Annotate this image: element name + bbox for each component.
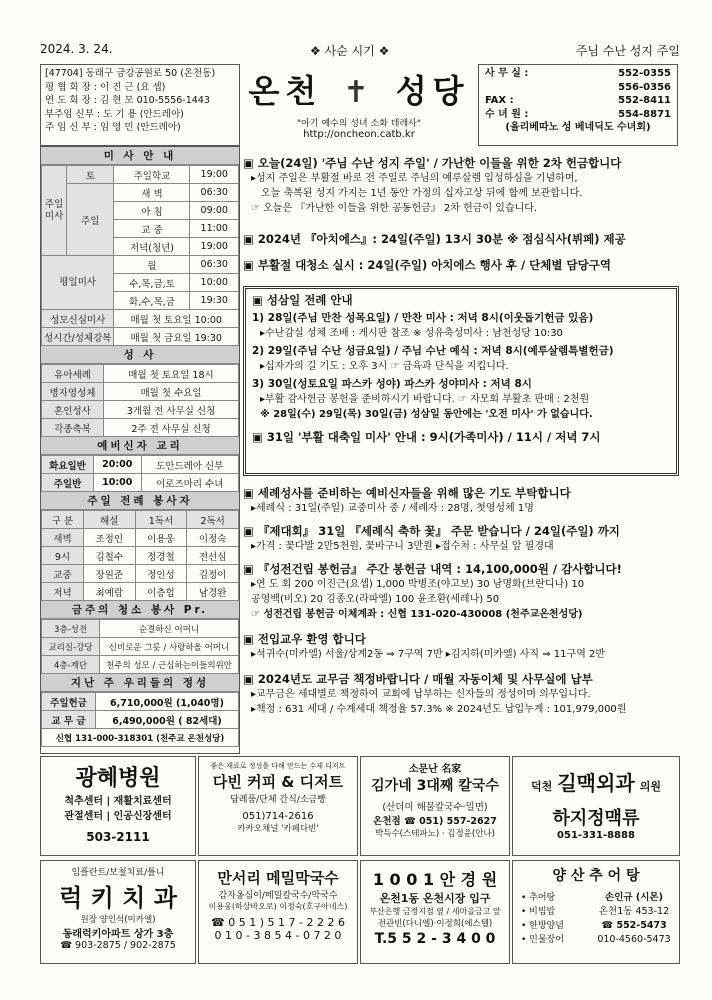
ad-loach-soup: 양 산 추 어 탕 • 추어탕 • 비빔밥 • 한방양념 • 민물장어 손인규 (시몬) 온천1동 453-12 ☎ 552-5473 010-4560-5473 — [512, 860, 680, 964]
fax: 552-8411 — [618, 95, 671, 106]
notices-column — [243, 146, 679, 754]
notice-flowers: ▣ 『제대회』 31일 『세례식 축하 꽃』 주문 받습니다 / 24일(주일) 까지 ▸가격 : 꽃다발 2만5천원, 꽃바구니 3만원 ▸접수처 : 사무실 앞 필경대 — [243, 524, 620, 552]
council-president: 평 협 회 장 : 이 진 근 (요 셉) — [45, 81, 166, 93]
offering-account: 신협 131-000-318301 (천주교 온천성당) — [42, 729, 239, 747]
servers-title: 주일 전례 봉사자 — [41, 492, 239, 510]
ad-noodle: 소문난 名家 김가네 3대째 칼국수 (산더미 해물칼국수·밀면) 온천점 ☎ 051) 557-2627 박득수(스테파노) · 김정윤(안나) — [360, 756, 510, 856]
offering-table: 주일헌금 6,710,000원 (1,040명) 교 무 금 6,490,000원 ( 82세대) 신협 131-000-318301 (천주교 온천성당) — [41, 692, 239, 747]
mass-schedule: 주일미사 토 주일학교 19:00 주일 새 벽 06:30 아 침 09:00 교 중 11:00 저녁(청년) 19:00 평일미사 월 06:30 수,목,금,토 10:00 화,수,목,금 19:30 성모신심미사 매월 첫 토요일 10:00 성시간/성체강복 매월 첫 금요일 19:30 — [41, 165, 239, 346]
mass-title: 미 사 안 내 — [41, 147, 239, 165]
catechumen-title: 예비신자 교리 — [41, 437, 239, 455]
notice-building-fund: ▣ 『성전건립 봉헌금』 주간 봉헌금 내역 : 14,100,000원 / 감사합니다! ▸연 도 회 200 이진근(요셉) 1,000 박병조(야고보) 30 남명화(브란디나) 10 공영백(비오) 20 김종오(라파엘) 100 윤조환(세레나) 50 ☞ 성전건립 봉헌금 이체계좌 : 신협 131-020-430008 (천주교온천성당) — [243, 562, 622, 620]
catechumen-table: 화요일반 20:00 도안드레아 신부 주일반 10:00 이로즈마리 수녀 — [41, 455, 239, 492]
sunday-name: 주님 수난 성지 주일 — [575, 44, 680, 58]
servers-table: 구 분 해설 1독서 2독서 새벽 조정인 이용웅 이정숙 9시 김철수 정경철 전선심 교중 장원준 정인성 김정이 저녁 최예람 이층헙 남경완 — [41, 510, 239, 601]
ad-dental: 임플란트/보철치료/틀니 럭 키 치 과 원장 양인석(미카엘) 동래럭키아파트 상가 3층 ☎ 903-2875 / 902-2875 — [40, 860, 196, 964]
ad-hospital: 광혜병원 척추센터 | 재활치료센터 관절센터 | 인공신장센터 503-2111 — [40, 756, 196, 856]
soup-menu: • 추어탕 • 비빔밥 • 한방양념 • 민물장어 — [521, 893, 564, 945]
hospital-phone: 503-2111 — [86, 830, 150, 844]
ad-cafe: 좋은 재료로 정성을 다해 만드는 수제 디저트 다빈 커피 & 디저트 답례품/단체 간식/소금빵 051)714-2616 카카오채널 '카페다빈' — [198, 756, 358, 856]
triduum-box: ▣ 성삼일 전례 안내 1) 28일(주님 만찬 성목요일) / 만찬 미사 : 저녁 8시(이웃돕기헌금 있음) ▸수난감실 성체 조배 : 게시판 참조 ※ 성유축성미사 : 남천성당 10:30 2) 29일(주님 수난 성금요일) / 주님 수난 예식 : 저녁 8시(예루살렘특별헌금) ▸십자가의 길 기도 : 오후 3시 ☞ 금육과 단식을 지킵니다. 3) 30일(성토요일 파스카 성야) 파스카 성야미사 : 저녁 8시 ▸부활 감사헌금 봉헌을 준비하시기 바랍니다. ☞ 자모회 부활초 판매 : 2천원 ※ 28일(수) 29일(목) 30일(금) 성삼일 동안에는 '오전 미사' 가 없습니다. ▣ 31일 '부활 대축일 미사' 안내 : 9시(가족미사) / 11시 / 저녁 7시 — [243, 286, 679, 476]
notice-acies: ▣ 2024년 『아치에스』: 24일(주일) 13시 30분 ※ 점심식사(뷔페) 제공 — [243, 232, 626, 246]
notice-dues: ▣ 2024년도 교무금 책정바랍니다 / 매월 자동이체 및 사무실에 납부 ▸교무금은 세대별로 책정하여 교회에 납부하는 신자들의 정성이며 의무입니다. ▸책정 : 631 세대 / 수계세대 책정율 57.3% ※ 2024년도 납입누계 : 101,979,000원 — [243, 672, 627, 715]
parish-motto: "아기 예수의 성녀 소화 데레사" — [296, 119, 422, 129]
contact-info: 사 무 실 : 552-0355 556-0356 FAX : 552-8411 수 녀 원 : 554-8871 (올리베따노 성 베네딕도 수녀회) — [478, 64, 678, 146]
parish-url: http://oncheon.catb.kr — [303, 129, 415, 140]
cleaning-table: 3층-성전 순결하신 어머니 교리실-강당 신비로운 그릇 / 사랑하올 어머니 4층-계단 천주의 성모 / 근심하는이들의위안 — [41, 619, 239, 674]
prayer-president: 연 도 회 장 : 김 현 모 010-5556-1443 — [45, 95, 210, 106]
soup-contact: 손인규 (시몬) 온천1동 453-12 ☎ 552-5473 010-4560-5473 — [597, 892, 671, 945]
cross-icon: ✝ — [343, 75, 375, 110]
cleaning-title: 금주의 청소 봉사 Pr. — [41, 601, 239, 619]
optical-phone: T.5 5 2 - 3 4 0 0 — [374, 931, 496, 947]
assistant-priest: 부주임 신부 : 도 기 용 (안드레아) — [45, 108, 184, 120]
notice-baptism: ▣ 세례성사를 준비하는 예비신자들을 위해 많은 기도 부탁합니다 ▸세례식 : 31일(주일) 교중미사 중 / 세례자 : 28명, 첫영성체 1명 — [243, 486, 571, 514]
sunday-mass-label: 주일미사 — [42, 166, 67, 256]
ad-surgery: 덕천 길맥외과 의원 하지정맥류 051-331-8888 — [512, 756, 680, 856]
buckwheat-phone: ☎ 0 5 1 ) 5 1 7 - 2 2 2 6 — [211, 916, 345, 929]
sacraments-table: 유아세례 매월 첫 토요일 18시 병자영성체 매월 첫 수요일 혼인성사 3개월 전 사무실 신청 각종축복 2주 전 사무실 신청 — [41, 364, 239, 437]
office-phone-2: 556-0356 — [618, 81, 671, 93]
top-bar — [40, 40, 680, 60]
notice-palm-sunday: ▣ 오늘(24일) '주님 수난 성지 주일' / 가난한 이들을 위한 2차 헌금합니다 ▸성지 주일은 부활절 바로 전 주일로 주님의 예루살렘 입성하심을 기념하며, 오늘 축복된 성지 가지는 1년 동안 가정의 십자고상 뒤에 함께 보관합니다. ☞ 오늘은 『가난한 이들을 위한 공동헌금』 2차 헌금이 있습니다. — [243, 156, 622, 214]
noodle-phone: 온천점 ☎ 051) 557-2627 — [373, 816, 497, 827]
office-phone: 552-0355 — [618, 68, 671, 79]
weekday-mass-label: 평일미사 — [42, 256, 114, 310]
cafe-phone: 051)714-2616 — [242, 811, 314, 822]
pastor: 주 임 신 부 : 임 영 민 (안드레아) — [45, 122, 181, 133]
ad-optical: 1 0 0 1 안 경 원 온천1동 온천시장 입구 부산은행 금정지점 옆 / 새마을금고 앞 전관빈(다니엘)·이정희(에스텔) T.5 5 2 - 3 4 0 0 — [360, 860, 510, 964]
liturgical-season: ❖ 사순 시기 ❖ — [310, 44, 390, 58]
address: [47704] 동래구 금강공원로 50 (온천동) — [45, 68, 216, 79]
surgery-phone: 051-331-8888 — [557, 830, 635, 841]
notice-welcome: ▣ 전입교우 환영 합니다 ▸석귀수(미카엘) 서울/상계2동 ⇒ 7구역 7반 ▸김지하(미카엘) 사직 ⇒ 11구역 2반 — [243, 632, 606, 660]
notice-cleaning: ▣ 부활절 대청소 실시 : 24일(주일) 아치에스 행사 후 / 단체별 담당구역 — [243, 258, 611, 272]
ad-buckwheat: 만서리 메밀막국수 감자옹심이/메밀칼국수/막국수 이용웅(하상바오로) 이정숙(호구아네스) ☎ 0 5 1 ) 5 1 7 - 2 2 2 6 0 1 0 - 3 8 5 4 - 0 7 2 0 — [198, 860, 358, 964]
bulletin-date: 2024. 3. 24. — [40, 42, 113, 56]
parish-info — [40, 64, 240, 146]
offering-title: 지난 주 우리들의 정성 — [41, 674, 239, 692]
parish-title: 온천 ✝ 성당 — [248, 72, 470, 110]
dental-phone: ☎ 903-2875 / 902-2875 — [60, 940, 176, 951]
left-column — [40, 146, 240, 754]
sacraments-title: 성 사 — [41, 346, 239, 364]
convent-name: (올리베따노 성 베네딕도 수녀회) — [505, 122, 651, 133]
masthead — [243, 64, 475, 146]
convent-phone: 554-8871 — [618, 108, 671, 120]
